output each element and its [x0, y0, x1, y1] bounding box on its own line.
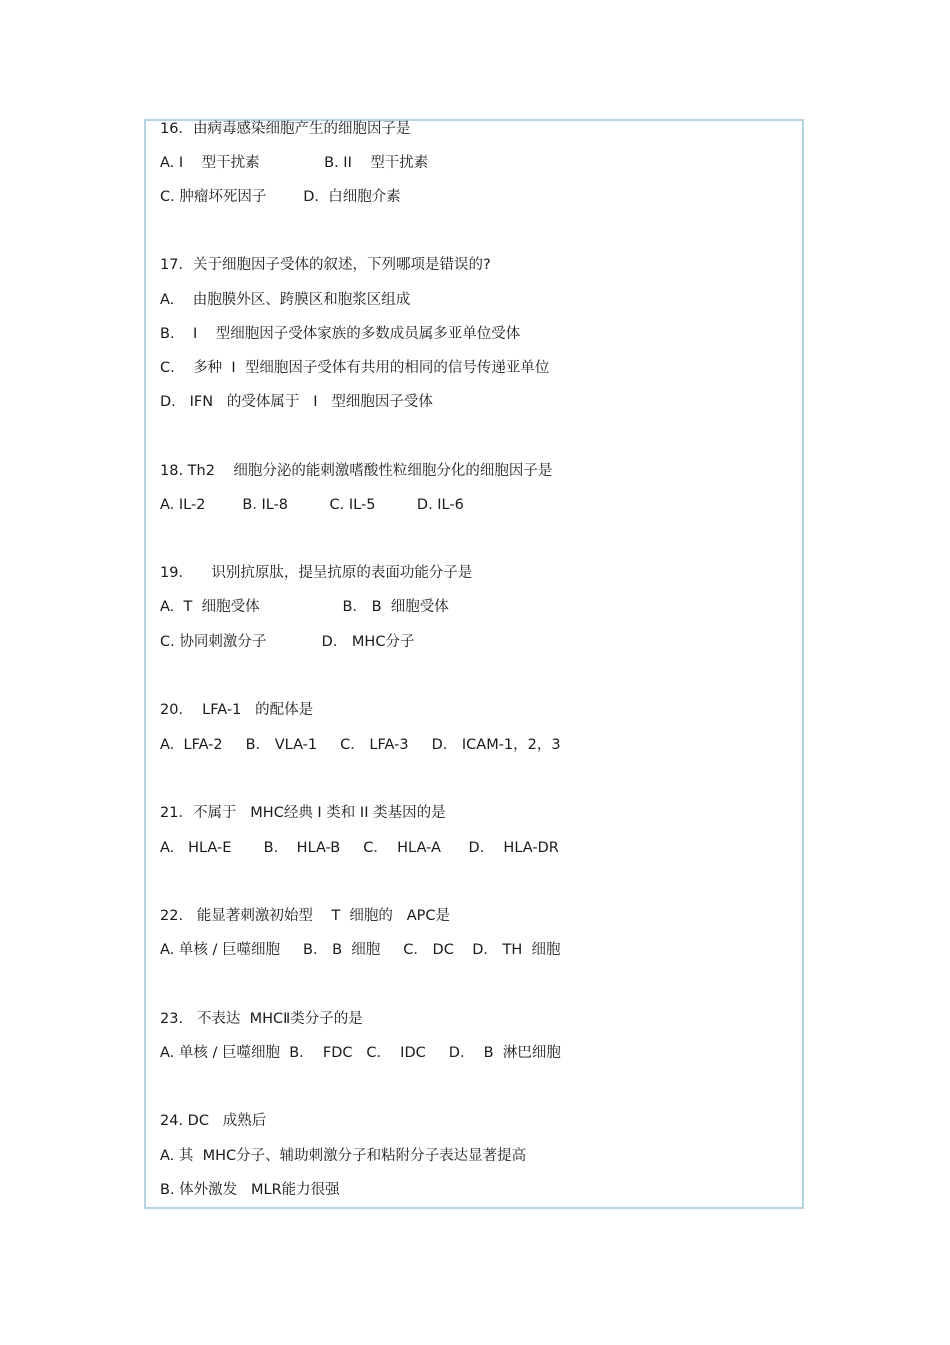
question-16-option-line: C. 肿瘤坏死因子 D. 白细胞介素 [160, 189, 401, 205]
question-21-stem: 21．不属于 MHC经典 I 类和 II 类基因的是 [160, 805, 446, 821]
question-19-option-line: C. 协同刺激分子 D． MHC分子 [160, 634, 415, 650]
question-23-stem: 23. 不表达 MHCⅡ类分子的是 [160, 1011, 363, 1027]
question-16-option-line: A. I 型干扰素 B. II 型干扰素 [160, 155, 429, 171]
question-17-option-line: C. 多种 I 型细胞因子受体有共用的相同的信号传递亚单位 [160, 360, 550, 376]
question-18-stem: 18. Th2 细胞分泌的能刺激嗜酸性粒细胞分化的细胞因子是 [160, 463, 553, 479]
question-21-option-line: A. HLA-E B. HLA-B C． HLA-A D． HLA-DR [160, 840, 559, 856]
question-18-option-line: A. IL-2 B. IL-8 C. IL-5 D. IL-6 [160, 497, 464, 513]
question-16-stem: 16．由病毒感染细胞产生的细胞因子是 [160, 121, 411, 137]
question-22-option-line: A. 单核 / 巨噬细胞 B． B 细胞 C． DC D． TH 细胞 [160, 942, 561, 958]
question-23-option-line: A. 单核 / 巨噬细胞 B． FDC C． IDC D． B 淋巴细胞 [160, 1045, 561, 1061]
question-17-stem: 17．关于细胞因子受体的叙述，下列哪项是错误的? [160, 257, 491, 273]
question-24-stem: 24. DC 成熟后 [160, 1113, 267, 1129]
question-20-stem: 20． LFA-1 的配体是 [160, 702, 314, 718]
question-17-option-line: D. IFN 的受体属于 I 型细胞因子受体 [160, 394, 433, 410]
question-19-stem: 19． 识别抗原肽，提呈抗原的表面功能分子是 [160, 565, 473, 581]
question-24-option-line: A. 其 MHC分子、辅助刺激分子和粘附分子表达显著提高 [160, 1148, 527, 1164]
question-17-option-line: A. 由胞膜外区、跨膜区和胞浆区组成 [160, 292, 411, 308]
question-22-stem: 22. 能显著刺激初始型 T 细胞的 APC是 [160, 908, 451, 924]
question-19-option-line: A. T 细胞受体 B． B 细胞受体 [160, 599, 449, 615]
question-24-option-line: B. 体外激发 MLR能力很强 [160, 1182, 340, 1198]
question-20-option-line: A. LFA-2 B． VLA-1 C． LFA-3 D． ICAM-1，2，3 [160, 737, 561, 753]
question-17-option-line: B. I 型细胞因子受体家族的多数成员属多亚单位受体 [160, 326, 521, 342]
